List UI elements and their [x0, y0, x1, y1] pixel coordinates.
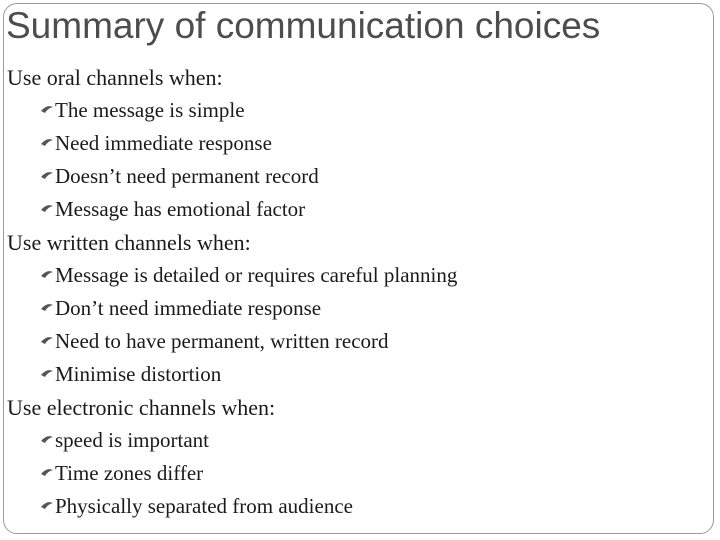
bullet-text: speed is important [55, 428, 209, 452]
swoosh-bullet-icon [40, 127, 54, 160]
bullet-item [7, 127, 707, 160]
bullet-item [7, 292, 707, 325]
bullet-item [7, 94, 707, 127]
bullet-item [7, 490, 707, 523]
bullet-item [7, 325, 707, 358]
bullet-item [7, 259, 707, 292]
swoosh-bullet-icon [40, 358, 54, 391]
bullet-item [7, 358, 707, 391]
swoosh-bullet-icon [40, 94, 54, 127]
slide-content [7, 61, 707, 523]
bullet-text: Don’t need immediate response [55, 296, 322, 320]
bullet-text: Message is detailed or requires careful planning [55, 263, 458, 287]
swoosh-bullet-icon [40, 160, 54, 193]
bullet-text: Physically separated from audience [55, 494, 353, 518]
bullet-item [7, 193, 707, 226]
swoosh-bullet-icon [40, 193, 54, 226]
bullet-text: Message has emotional factor [55, 197, 306, 221]
bullet-text: Doesn’t need permanent record [55, 164, 319, 188]
bullet-item [7, 424, 707, 457]
slide-title: Summary of communication choices [6, 5, 601, 46]
bullet-text: Need immediate response [55, 131, 272, 155]
section-heading-electronic: Use electronic channels when: [7, 395, 276, 420]
bullet-text: Minimise distortion [55, 362, 222, 386]
bullet-item [7, 160, 707, 193]
swoosh-bullet-icon [40, 457, 54, 490]
bullet-item [7, 457, 707, 490]
swoosh-bullet-icon [40, 490, 54, 523]
bullet-text: Need to have permanent, written record [55, 329, 389, 353]
bullet-text: Time zones differ [55, 461, 204, 485]
swoosh-bullet-icon [40, 325, 54, 358]
section-heading-written: Use written channels when: [7, 230, 251, 255]
swoosh-bullet-icon [40, 292, 54, 325]
swoosh-bullet-icon [40, 259, 54, 292]
section-heading-oral: Use oral channels when: [7, 65, 223, 90]
swoosh-bullet-icon [40, 424, 54, 457]
bullet-text: The message is simple [55, 98, 245, 122]
